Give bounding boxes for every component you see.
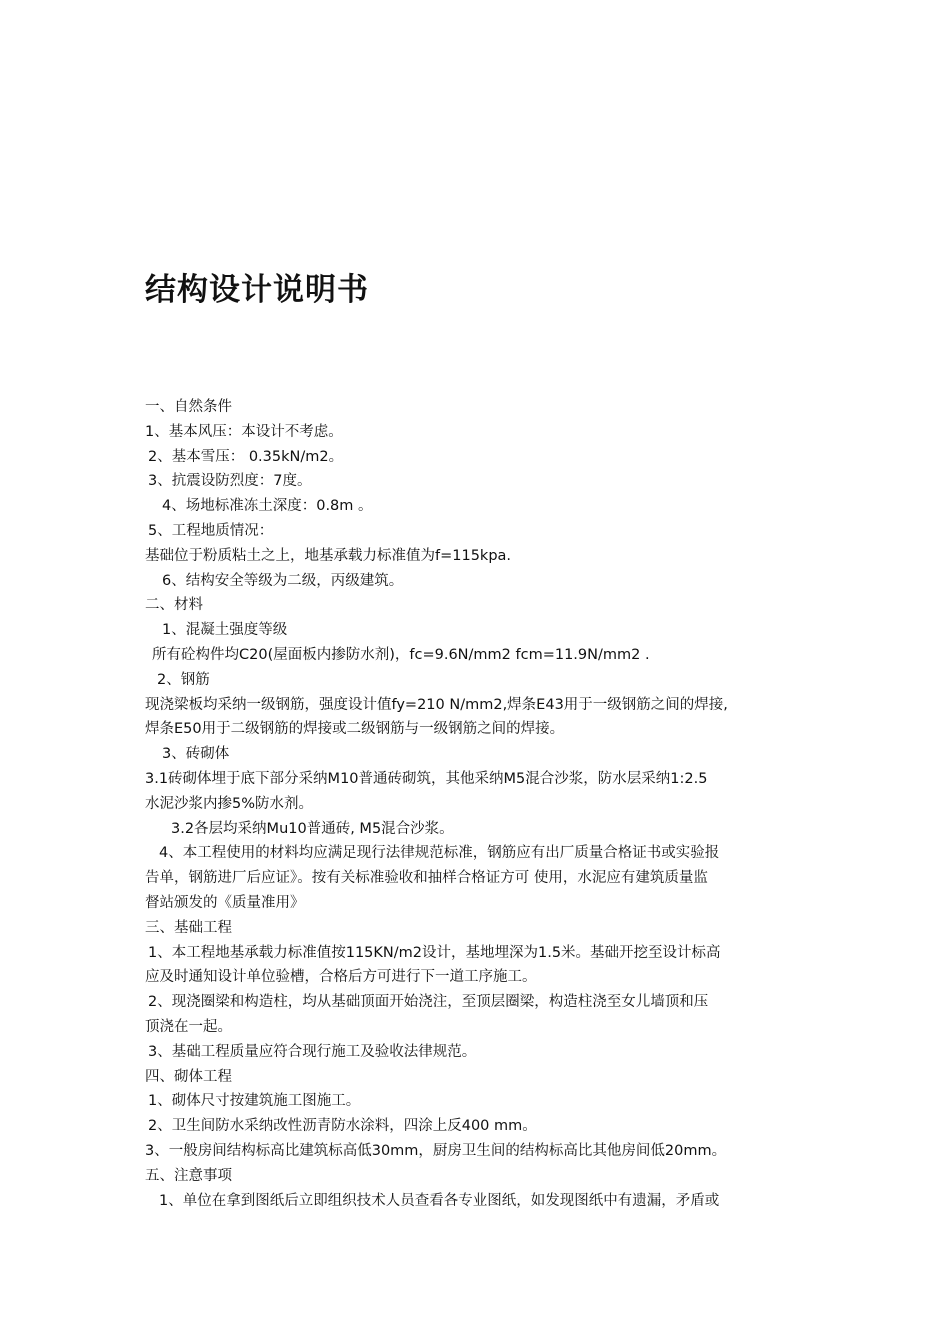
document-line: 5、工程地质情况： — [148, 522, 274, 539]
document-title: 结构设计说明书 — [145, 272, 369, 308]
document-line: 3、砖砌体 — [162, 746, 230, 763]
document-line: 现浇梁板均采纳一级钢筋，强度设计值fy=210 N/mm2,焊条E43用于一级钢筋之间的焊接, — [145, 696, 728, 713]
document-line: 3、基础工程质量应符合现行施工及验收法律规范。 — [148, 1043, 477, 1060]
document-line: 2、卫生间防水采纳改性沥青防水涂料，四涂上反400 mm。 — [148, 1118, 537, 1135]
document-line: 所有砼构件均C20(屋面板内掺防水剂)，fc=9.6N/mm2 fcm=11.9N/mm2 . — [152, 646, 650, 663]
document-line: 三、基础工程 — [145, 919, 232, 936]
document-line: 3、抗震设防烈度：7度。 — [148, 473, 312, 490]
document-line: 应及时通知设计单位验槽，合格后方可进行下一道工序施工。 — [145, 969, 537, 986]
document-line: 3.1砖砌体埋于底下部分采纳M10普通砖砌筑，其他采纳M5混合沙浆，防水层采纳1:2.5 — [145, 770, 708, 787]
document-line: 4、场地标准冻土深度：0.8m 。 — [162, 498, 373, 515]
document-line: 基础位于粉质粘土之上，地基承载力标准值为f=115kpa. — [145, 547, 512, 564]
document-line: 1、砌体尺寸按建筑施工图施工。 — [148, 1093, 361, 1110]
document-line: 顶浇在一起。 — [145, 1018, 232, 1035]
document-line: 1、单位在拿到图纸后立即组织技术人员查看各专业图纸，如发现图纸中有遗漏，矛盾或 — [159, 1192, 720, 1209]
document-line: 2、基本雪压： 0.35kN/m2。 — [148, 448, 344, 465]
document-body — [145, 395, 810, 1213]
document-line: 4、本工程使用的材料均应满足现行法律规范标准，钢筋应有出厂质量合格证书或实验报 — [159, 845, 720, 862]
document-line: 告单，钢筋进厂后应证》。按有关标准验收和抽样合格证方可 使用，水泥应有建筑质量监 — [145, 870, 708, 887]
document-line: 二、材料 — [145, 597, 203, 614]
document-line: 督站颁发的《质量准用》 — [145, 894, 305, 911]
document-line: 一、自然条件 — [145, 399, 232, 415]
document-line: 1、混凝土强度等级 — [162, 622, 288, 639]
document-line: 1、本工程地基承载力标准值按115KN/m2设计，基地埋深为1.5米。基础开挖至设计标高 — [148, 944, 721, 961]
document-line: 3.2各层均采纳Mu10普通砖, M5混合沙浆。 — [171, 820, 454, 837]
document-line: 焊条E50用于二级钢筋的焊接或二级钢筋与一级钢筋之间的焊接。 — [145, 721, 565, 738]
document-line: 6、结构安全等级为二级，丙级建筑。 — [162, 572, 404, 589]
document-line: 四、砌体工程 — [145, 1068, 232, 1085]
document-line: 2、钢筋 — [157, 671, 210, 688]
document-line: 水泥沙浆内掺5%防水剂。 — [145, 795, 314, 812]
document-line: 3、一般房间结构标高比建筑标高低30mm，厨房卫生间的结构标高比其他房间低20mm。 — [145, 1142, 727, 1159]
document-line: 1、基本风压：本设计不考虑。 — [145, 423, 343, 440]
document-line: 五、注意事项 — [145, 1167, 232, 1184]
document-line: 2、现浇圈梁和构造柱，均从基础顶面开始浇注，至顶层圈梁，构造柱浇至女儿墙顶和压 — [148, 994, 709, 1011]
